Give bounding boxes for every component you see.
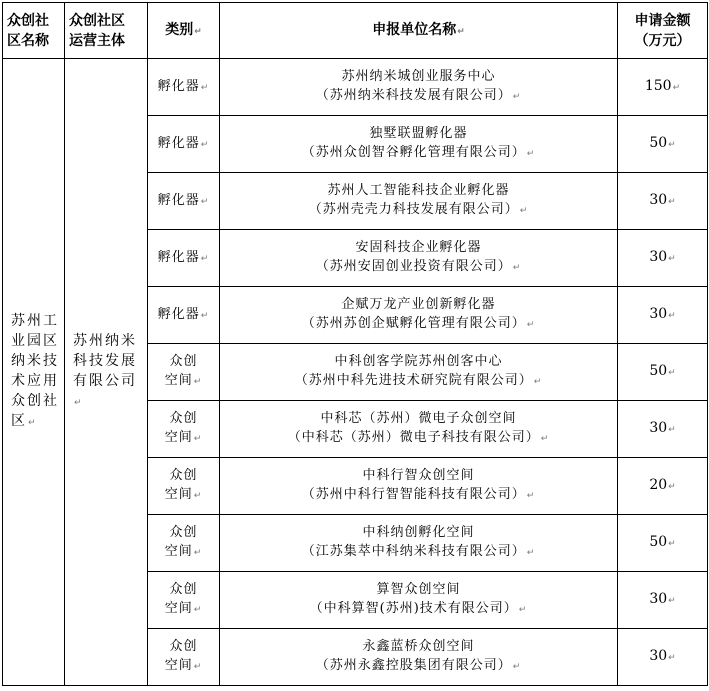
- unit-cell: [220, 116, 618, 173]
- amount-cell: 50↵: [618, 116, 708, 173]
- table-row: [3, 59, 708, 116]
- operator-line1: 苏州纳米: [73, 333, 137, 349]
- unit-cell: [220, 59, 618, 116]
- unit-name: 中科创客学院苏州创客中心: [334, 354, 503, 369]
- category-cell: 孵化器↵: [148, 59, 220, 116]
- category-cell: 众创 空间↵: [148, 515, 220, 572]
- operator-cell: [65, 59, 148, 686]
- category-cell: 众创 空间↵: [148, 344, 220, 401]
- unit-cell: [220, 401, 618, 458]
- category-cell: 孵化器↵: [148, 287, 220, 344]
- unit-cell: [220, 629, 618, 686]
- district-line6: 区↵: [11, 413, 38, 429]
- header-category-text: 类别: [165, 21, 194, 38]
- category-cell: 众创 空间↵: [148, 401, 220, 458]
- category-cell: 众创 空间↵: [148, 629, 220, 686]
- header-unit: [220, 3, 618, 59]
- header-unit-text: 申报单位名称: [372, 21, 457, 38]
- paragraph-mark: ↵: [457, 26, 465, 37]
- unit-name: 中科纳创孵化空间: [362, 525, 475, 540]
- paragraph-mark: ↵: [28, 418, 38, 428]
- category-cell: 孵化器↵: [148, 230, 220, 287]
- amount-cell: 30↵: [618, 287, 708, 344]
- unit-name: 企赋万龙产业创新孵化器: [341, 297, 496, 312]
- funding-table: [2, 2, 708, 686]
- unit-cell: [220, 344, 618, 401]
- category-cell: 众创 空间↵: [148, 458, 220, 515]
- header-operator-line2: 运营主体: [69, 32, 125, 49]
- header-amount: [618, 3, 708, 59]
- unit-name: 中科芯（苏州）微电子众创空间: [320, 411, 517, 426]
- unit-company: （苏州众创智谷孵化管理有限公司）↵: [301, 145, 536, 160]
- header-operator: [65, 3, 148, 59]
- amount-cell: 150↵: [618, 59, 708, 116]
- unit-name: 永鑫蓝桥众创空间: [362, 639, 475, 654]
- operator-line3: 有限公司↵: [73, 373, 137, 408]
- header-district: [3, 3, 65, 59]
- unit-name: 独墅联盟孵化器: [369, 126, 468, 141]
- unit-company: （苏州永鑫控股集团有限公司）↵: [315, 658, 522, 673]
- header-row: [3, 3, 708, 59]
- amount-cell: 50↵: [618, 344, 708, 401]
- district-line2: 业园区: [11, 333, 59, 349]
- header-district-line2: 区名称: [7, 32, 49, 49]
- category-cell: 众创 空间↵: [148, 572, 220, 629]
- amount-cell: 30↵: [618, 230, 708, 287]
- operator-line2: 科技发展: [73, 353, 137, 369]
- header-amount-line1: 申请金额: [634, 12, 691, 29]
- unit-cell: [220, 173, 618, 230]
- unit-company: （苏州苏创企赋孵化管理有限公司）↵: [301, 316, 536, 331]
- unit-cell: [220, 458, 618, 515]
- unit-company: （苏州中科行智智能科技有限公司）↵: [301, 487, 536, 502]
- header-operator-line1: 众创社区: [69, 12, 125, 29]
- district-line1: 苏州工: [11, 313, 59, 329]
- header-category: [148, 3, 220, 59]
- unit-cell: [220, 287, 618, 344]
- amount-cell: 30↵: [618, 173, 708, 230]
- unit-name: 安固科技企业孵化器: [355, 240, 482, 255]
- category-cell: 孵化器↵: [148, 173, 220, 230]
- unit-company: （江苏集萃中科纳米科技有限公司）↵: [301, 544, 536, 559]
- amount-cell: 30↵: [618, 572, 708, 629]
- unit-cell: [220, 230, 618, 287]
- paragraph-mark: ↵: [194, 26, 202, 37]
- district-cell: [3, 59, 65, 686]
- amount-cell: 20↵: [618, 458, 708, 515]
- unit-name: 中科行智众创空间: [362, 468, 475, 483]
- amount-cell: 30↵: [618, 629, 708, 686]
- unit-name: 苏州纳米城创业服务中心: [341, 69, 496, 84]
- paragraph-mark: ↵: [74, 398, 84, 408]
- amount-cell: 30↵: [618, 401, 708, 458]
- unit-cell: [220, 515, 618, 572]
- header-amount-line2: （万元）: [634, 32, 691, 49]
- unit-company: （中科芯（苏州）微电子科技有限公司）↵: [287, 430, 550, 445]
- district-line5: 众创社: [11, 393, 59, 409]
- category-cell: 孵化器↵: [148, 116, 220, 173]
- district-line3: 纳米技: [11, 353, 59, 369]
- unit-company: （苏州安固创业投资有限公司）↵: [315, 259, 522, 274]
- header-district-line1: 众创社: [7, 12, 49, 29]
- unit-cell: [220, 572, 618, 629]
- unit-company: （苏州中科先进技术研究院有限公司）↵: [294, 373, 543, 388]
- unit-name: 算智众创空间: [376, 582, 461, 597]
- unit-company: （苏州纳米科技发展有限公司）↵: [315, 88, 522, 103]
- unit-name: 苏州人工智能科技企业孵化器: [327, 183, 510, 198]
- unit-company: （苏州壳壳力科技发展有限公司）↵: [308, 202, 529, 217]
- unit-company: （中科算智(苏州)技术有限公司）↵: [309, 601, 528, 616]
- amount-cell: 50↵: [618, 515, 708, 572]
- district-line4: 术应用: [11, 373, 59, 389]
